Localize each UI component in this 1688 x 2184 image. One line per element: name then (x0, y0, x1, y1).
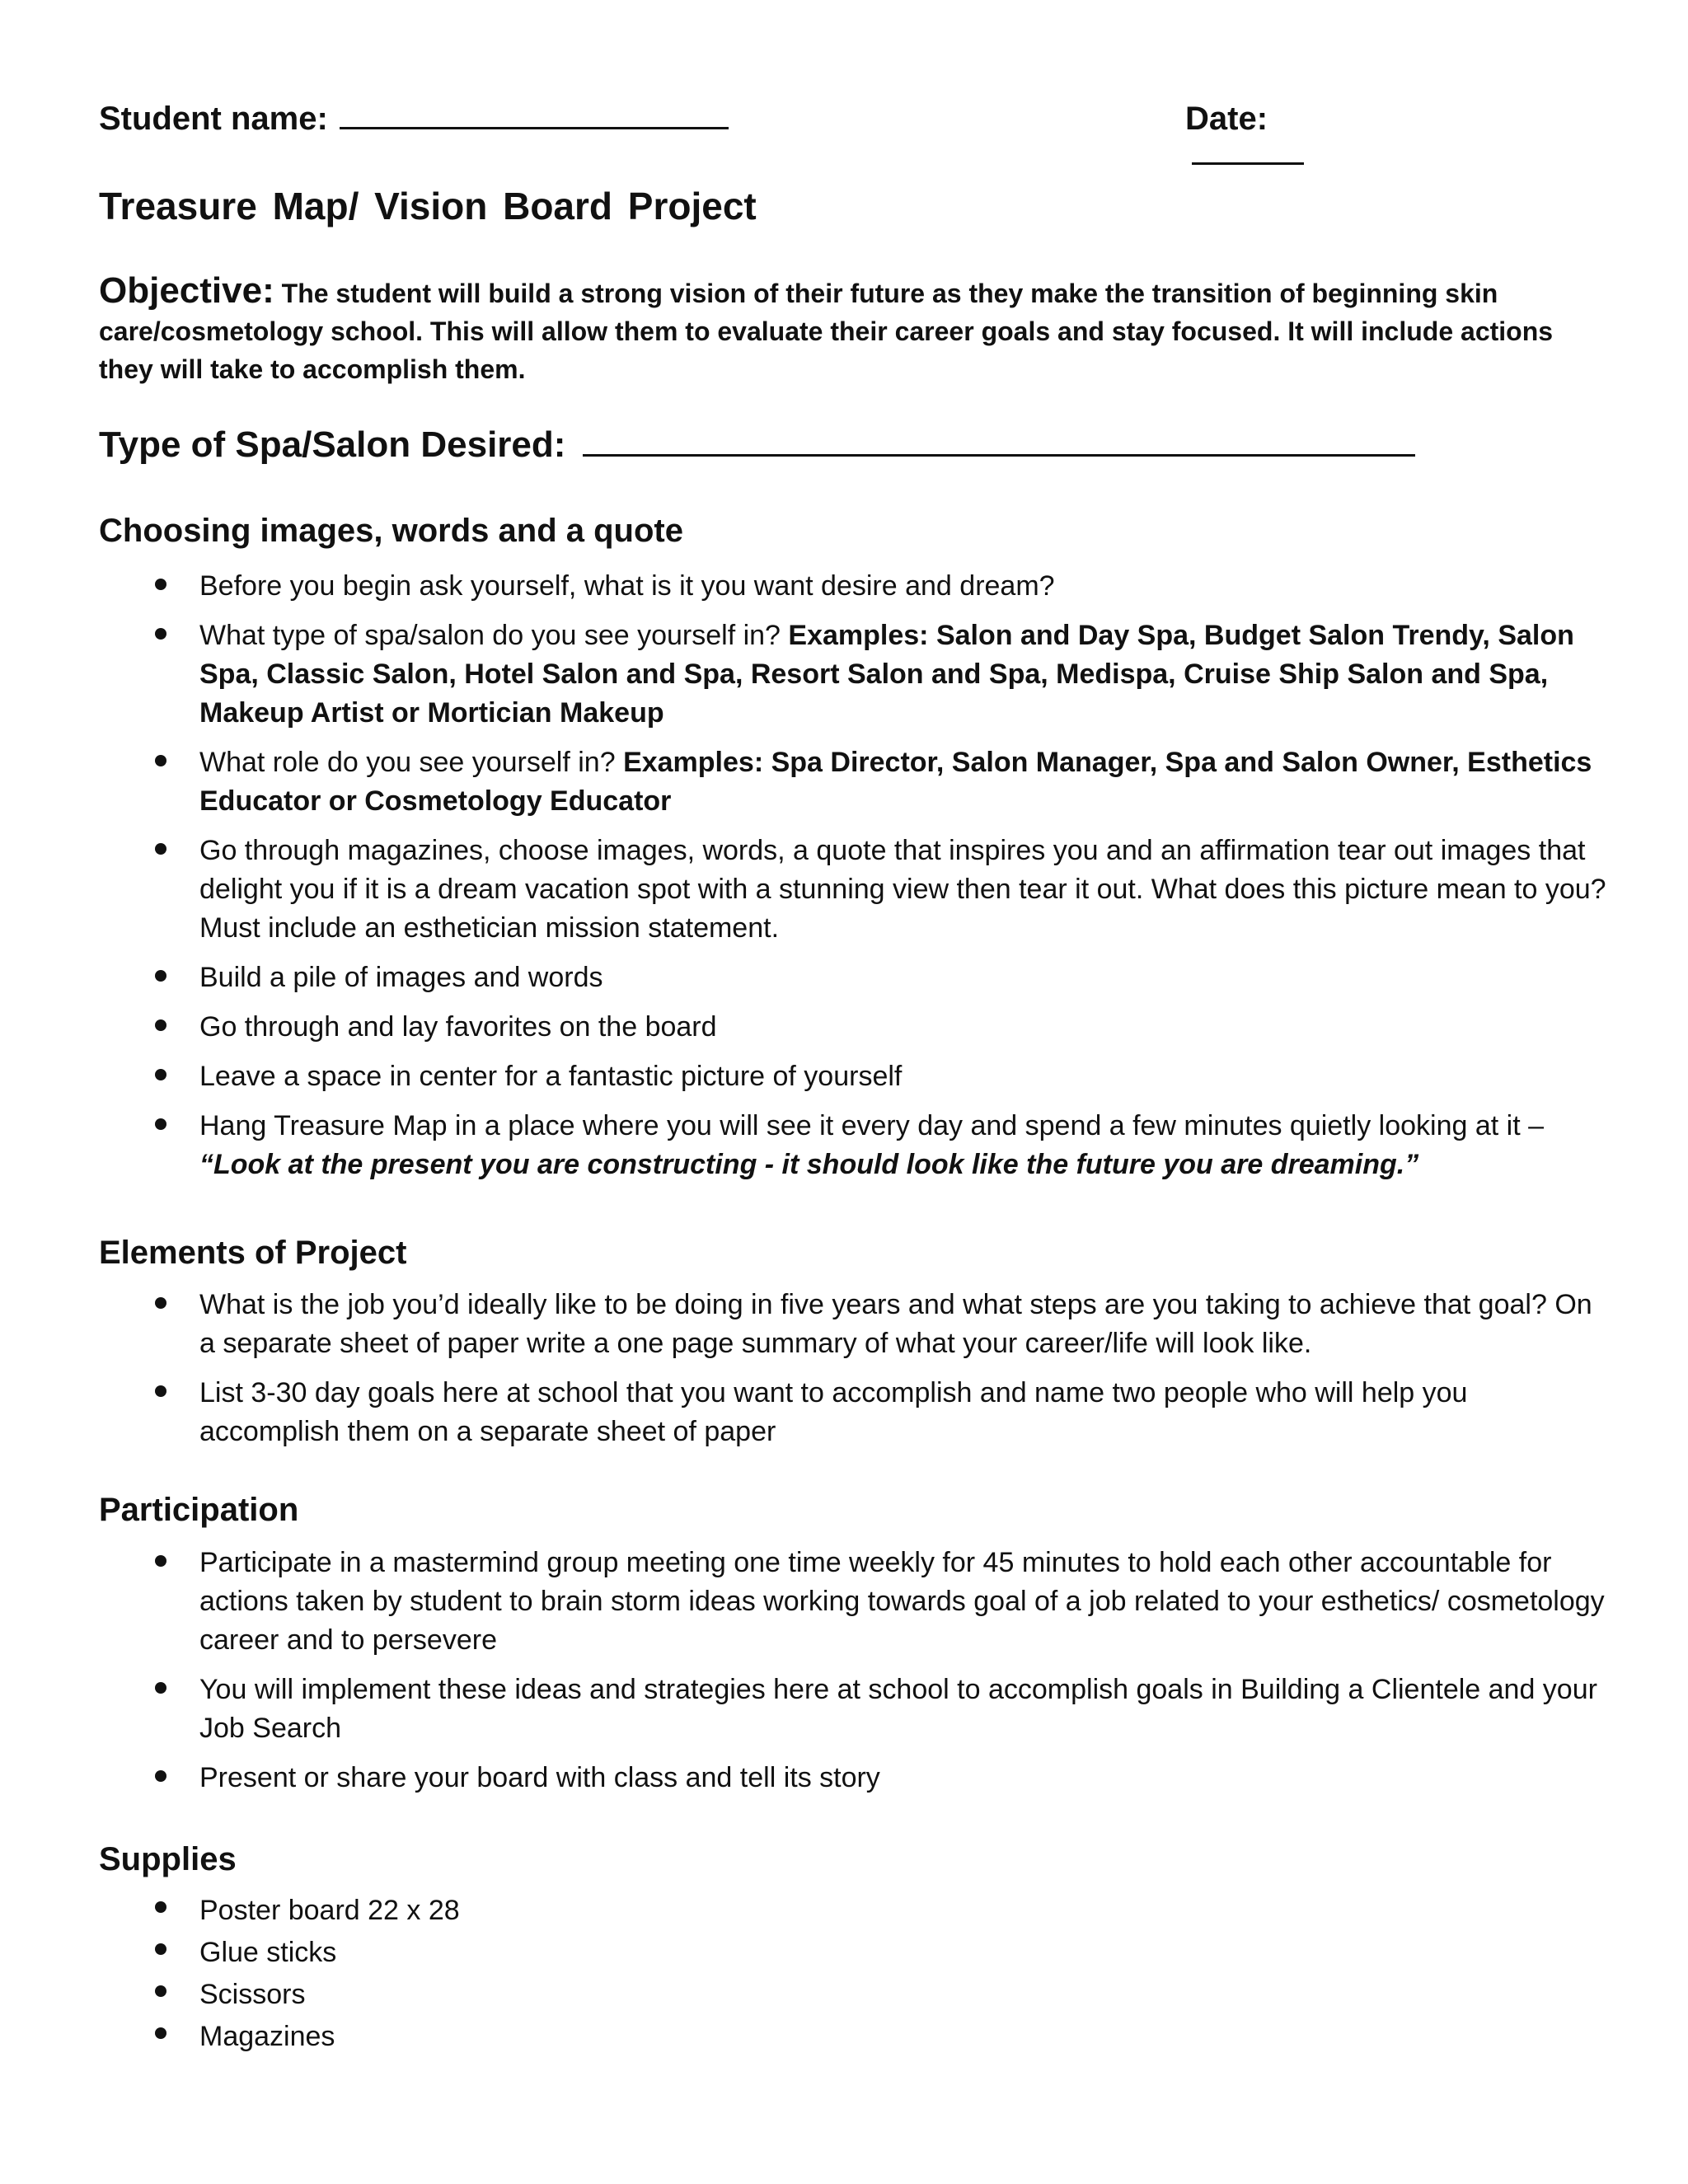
spa-type-field (99, 424, 1415, 466)
list-supplies (99, 1890, 1607, 2058)
list-item: Present or share your board with class and tell its story (99, 1759, 1607, 1797)
list-item: Hang Treasure Map in a place where you will see it every day and spend a few minutes quietly looking at it – “Look at the present you are constructing - it should look like the future you are dreaming.” (99, 1107, 1607, 1184)
section-heading-participation: Participation (99, 1492, 299, 1528)
objective-label: Objective: (99, 270, 274, 311)
list-item: Go through magazines, choose images, words, a quote that inspires you and an affirmation tear out images that delight you if it is a dream vacation spot with a stunning view then tear it out. What does this picture mean to you? Must include an esthetician mission statement. (99, 832, 1607, 948)
list-item: Before you begin ask yourself, what is it you want desire and dream? (99, 567, 1607, 606)
bullet-icon (155, 1985, 166, 1997)
list-item: Glue sticks (99, 1932, 1607, 1974)
bullet-icon (155, 843, 166, 855)
section-heading-choosing: Choosing images, words and a quote (99, 513, 683, 549)
header-row (99, 101, 1385, 150)
list-item: Magazines (99, 2016, 1607, 2058)
bullet-icon (155, 1943, 166, 1955)
list-item: Participate in a mastermind group meeting one time weekly for 45 minutes to hold each other accountable for actions taken by student to brain storm ideas working towards goal of a job related to your esthetics/ cosmetology career and to persevere (99, 1544, 1607, 1660)
list-item: What role do you see yourself in? Examples: Spa Director, Salon Manager, Spa and Salon Owner, Esthetics Educator or Cosmetology Educator (99, 743, 1607, 821)
bullet-icon (155, 628, 166, 640)
bullet-icon (155, 1069, 166, 1080)
bullet-icon (155, 1385, 166, 1397)
list-item: Build a pile of images and words (99, 958, 1607, 997)
spa-type-label: Type of Spa/Salon Desired: (99, 424, 566, 465)
list-item: List 3-30 day goals here at school that you want to accomplish and name two people who will help you accomplish them on a separate sheet of paper (99, 1374, 1607, 1451)
bullet-icon (155, 1297, 166, 1309)
list-elements (99, 1286, 1607, 1462)
section-heading-supplies: Supplies (99, 1841, 237, 1877)
list-item: Poster board 22 x 28 (99, 1890, 1607, 1932)
bullet-icon (155, 970, 166, 982)
student-name-field (99, 101, 729, 138)
section-heading-elements: Elements of Project (99, 1235, 407, 1271)
spa-type-blank (583, 429, 1415, 457)
date-blank (1192, 138, 1304, 165)
bullet-icon (155, 1901, 166, 1913)
bullet-icon (155, 1118, 166, 1130)
list-item: Scissors (99, 1974, 1607, 2016)
objective-text: The student will build a strong vision of their future as they make the transition of beginning skin care/cosmetology school. This will allow them to evaluate their career goals and stay focused. It will include actions they will take to accomplish them. (99, 279, 1554, 384)
document-title: Treasure Map/ Vision Board Project (99, 185, 757, 227)
bullet-icon (155, 579, 166, 590)
list-item: Go through and lay favorites on the board (99, 1008, 1607, 1047)
date-field (1185, 101, 1385, 169)
student-name-blank (340, 102, 729, 129)
bullet-icon (155, 755, 166, 766)
list-item: What is the job you’d ideally like to be doing in five years and what steps are you taking to achieve that goal? On a separate sheet of paper write a one page summary of what your career/life will look like. (99, 1286, 1607, 1363)
list-item: You will implement these ideas and strategies here at school to accomplish goals in Building a Clientele and your Job Search (99, 1671, 1607, 1748)
objective-paragraph (99, 272, 1599, 388)
bullet-icon (155, 2027, 166, 2039)
list-choosing (99, 567, 1607, 1195)
list-item: Leave a space in center for a fantastic picture of yourself (99, 1057, 1607, 1096)
list-participation (99, 1544, 1607, 1808)
list-item: What type of spa/salon do you see yourself in? Examples: Salon and Day Spa, Budget Salon Trendy, Salon Spa, Classic Salon, Hotel Salon and Spa, Resort Salon and Spa, Medispa, Cruise Ship Salon and Spa, Makeup Artist or Mortician Makeup (99, 616, 1607, 733)
bullet-icon (155, 1019, 166, 1031)
bullet-icon (155, 1682, 166, 1694)
bullet-icon (155, 1555, 166, 1567)
date-label: Date: (1185, 101, 1268, 137)
bullet-icon (155, 1770, 166, 1782)
student-name-label: Student name: (99, 101, 328, 137)
